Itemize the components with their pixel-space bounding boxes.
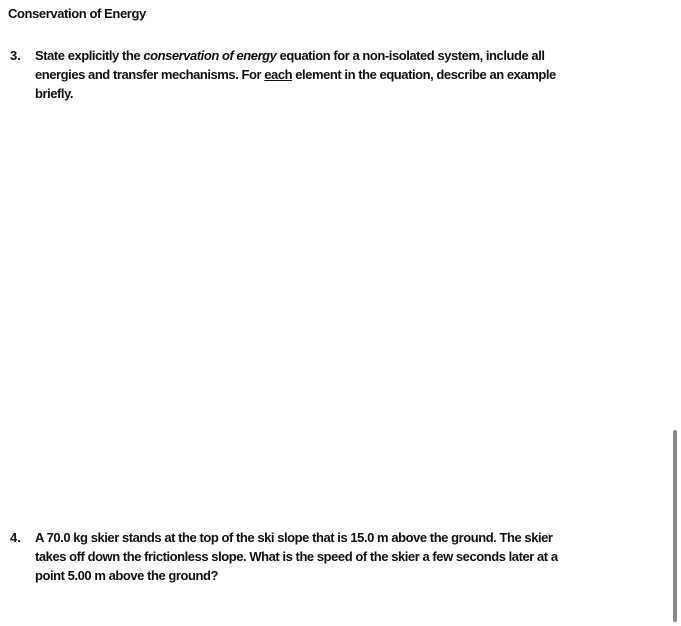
question-line: takes off down the frictionless slope. What is the speed of the skier a few seconds later at a — [35, 549, 558, 564]
page-title: Conservation of Energy — [8, 6, 146, 21]
text: element in the equation, describe an example — [292, 67, 556, 82]
text: equation for a non-isolated system, include all — [276, 48, 545, 63]
question-line — [35, 65, 556, 84]
question-line — [35, 46, 556, 65]
text: energies and transfer mechanisms. For — [35, 67, 265, 82]
question-line: A 70.0 kg skier stands at the top of the ski slope that is 15.0 m above the ground. The skier — [35, 530, 553, 545]
scrollbar[interactable] — [673, 430, 677, 622]
emphasis-text: conservation of energy — [143, 48, 277, 63]
text: State explicitly the — [35, 48, 144, 63]
question-line: briefly. — [35, 86, 74, 101]
underlined-text: each — [264, 67, 293, 82]
question-number: 4. — [10, 530, 21, 545]
question-line: point 5.00 m above the ground? — [35, 568, 218, 583]
question-number: 3. — [10, 48, 21, 63]
